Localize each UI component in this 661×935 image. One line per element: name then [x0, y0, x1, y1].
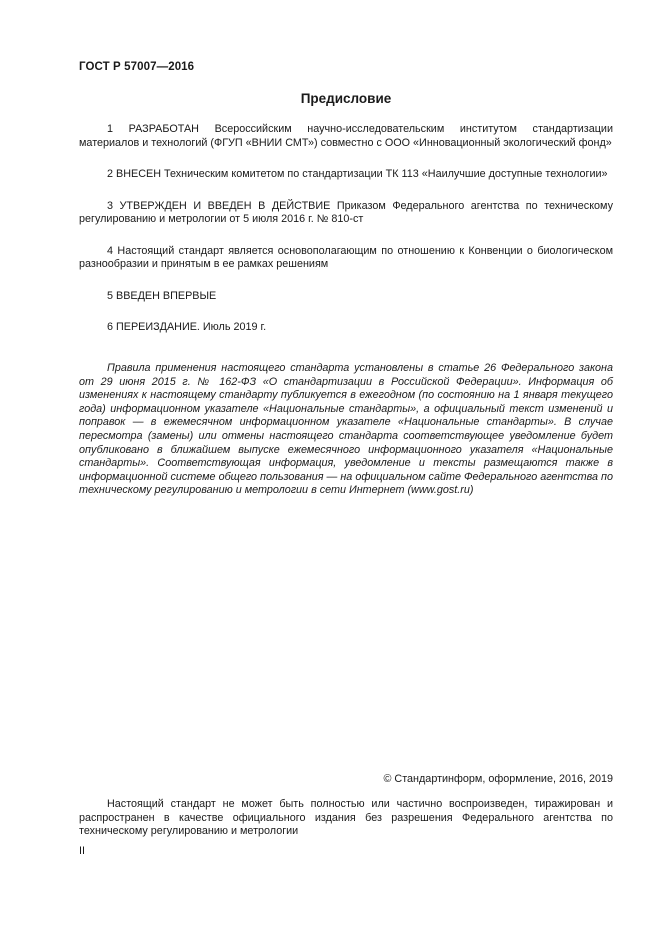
- foreword-item-developed: 1 РАЗРАБОТАН Всероссийским научно-исследовательским институтом стандартизации материалов и технологий (ФГУП «ВНИИ СМТ») совместно с ООО «Инновационный экологический фонд»: [79, 123, 613, 149]
- foreword-item-reissue: 6 ПЕРЕИЗДАНИЕ. Июль 2019 г.: [107, 321, 267, 333]
- document-code: ГОСТ Р 57007—2016: [79, 61, 195, 73]
- foreword-item-introduced: 5 ВВЕДЕН ВПЕРВЫЕ: [107, 289, 217, 302]
- copyright-line: © Стандартинформ, оформление, 2016, 2019: [383, 773, 613, 785]
- reproduction-rights-notice: Настоящий стандарт не может быть полностью или частично воспроизведен, тиражирован и распространен в качестве официального издания без разрешения Федерального агентства по техническому регулированию и метрологии: [79, 798, 613, 837]
- foreword-item-basis: 4 Настоящий стандарт является основополагающим по отношению к Конвенции о биологическом разнообразии и принятым в ее рамках решениям: [79, 244, 613, 270]
- foreword-item-submitted: 2 ВНЕСЕН Техническим комитетом по стандартизации ТК 113 «Наилучшие доступные технологии»: [107, 168, 608, 180]
- foreword-items: [79, 123, 613, 353]
- application-rules-notice: Правила применения настоящего стандарта установлены в статье 26 Федерального закона от 29 июня 2015 г. № 162-ФЗ «О стандартизации в Российской Федерации». Информация об изменениях к настоящему стандарту публикуется в ежегодном (по состоянию на 1 января текущего года) информационном указателе «Национальные стандарты», а официальный текст изменений и поправок — в ежемесячном информационном указателе «Национальные стандарты». В случае пересмотра (замены) или отмены настоящего стандарта соответствующее уведомление будет опубликовано в ближайшем выпуске ежемесячного информационного указателя «Национальные стандарты». Соответствующая информация, уведомление и тексты размещаются также в информационной системе общего пользования — на официальном сайте Федерального агентства по техническому регулированию и метрологии в сети Интернет (www.gost.ru): [79, 362, 613, 497]
- section-title: Предисловие: [300, 91, 392, 106]
- page-number: II: [79, 845, 85, 857]
- foreword-item-approved: 3 УТВЕРЖДЕН И ВВЕДЕН В ДЕЙСТВИЕ Приказом Федерального агентства по техническому регулированию и метрологии от 5 июля 2016 г. № 810-ст: [79, 199, 613, 225]
